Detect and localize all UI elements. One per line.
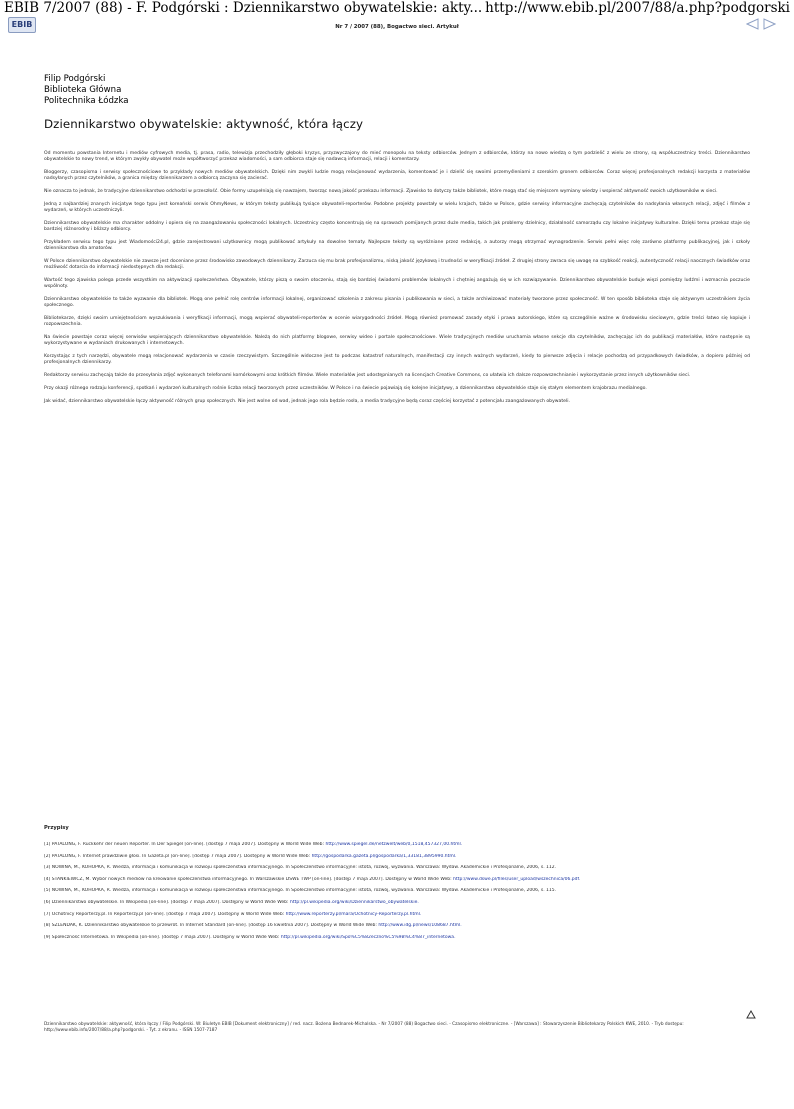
paragraph: Jak widać, dziennikarstwo obywatelskie łączy aktywność różnych grup społecznych. Nie jest wolne od wad, jednak jego rola będzie rosła, a media tradycyjne będą coraz częściej korzystać z potencjału zaangażowanych obywateli. xyxy=(44,398,571,404)
article-body xyxy=(44,151,750,411)
paragraph: Wartość tego zjawiska polega przede wszystkim na aktywizacji społeczeństwa. Obywatele, którzy piszą o swoim otoczeniu, stają się bardziej świadomi problemów lokalnych i chętniej angażują się w ich rozwiązywanie. Dziennikarstwo obywatelskie buduje więzi pomiędzy ludźmi i wzmacnia poczucie wspólnoty. xyxy=(44,277,750,289)
references-heading: Przypisy xyxy=(44,825,69,831)
page-title: EBIB 7/2007 (88) - F. Podgórski : Dziennikarstwo obywatelskie: akty... xyxy=(4,0,483,16)
author-name: Filip Podgórski xyxy=(44,74,106,84)
reference-item xyxy=(44,912,750,918)
reference-text: [6] Dziennikarstwo obywatelskie. In Wikipedia [on-line]. [dostęp 7 maja 2007]. Dostępny w World Wide Web: xyxy=(44,899,290,905)
reference-item xyxy=(44,842,750,848)
paragraph: Bloggerzy, czasopisma i serwisy społecznościowe to przykłady nowych mediów obywatelskich. Dzięki nim zwykli ludzie mogą relacjonować wydarzenia, komentować je i dzielić się swoimi przemyśleniami z szerokim gronem odbiorców. Coraz więcej profesjonalnych redakcji korzysta z materiałów nadsyłanych przez czytelników, a granica między dziennikarzem a odbiorcą zaczyna się zacierać. xyxy=(44,169,750,182)
reference-link[interactable]: http://pl.wikipedia.org/wiki/Spo%C5%82eczno%C5%9B%C4%87_internetowa. xyxy=(280,934,456,940)
browser-print-header xyxy=(0,0,794,18)
reference-link[interactable]: http://www.idg.pl/news/108687.html. xyxy=(378,923,462,929)
reference-item xyxy=(44,900,750,906)
paragraph: Korzystając z tych narzędzi, obywatele mogą relacjonować wydarzenia w czasie rzeczywistym. Szczególnie widoczne jest to podczas katastrof naturalnych, manifestacji czy innych ważnych wydarzeń, kiedy to pierwsze zdjęcia i relacje pochodzą od przypadkowych świadków, a dopiero później od profesjonalnych dziennikarzy. xyxy=(44,353,750,365)
reference-link[interactable]: http://www.dswe.pl/files/user_upload/wszechnica/06.pdf. xyxy=(453,876,581,882)
reference-link[interactable]: http://gospodarka.gazeta.pl/gospodarka/1,33181,3895990.html. xyxy=(311,853,457,859)
reference-text: [2] PATALONG, F. Internet prawdziwie głosi. In Gazeta.pl [on-line]. [dostęp 7 maja 2007]. Dostępny w World Wide Web: xyxy=(44,853,312,859)
reference-item xyxy=(44,877,750,883)
paragraph: Przy okazji różnego rodzaju konferencji, spotkań i wydarzeń kulturalnych rośnie liczba relacji tworzonych przez uczestników. W Polsce i na świecie pojawiają się kolejne inicjatywy, a dziennikarstwo obywatelskie staje się stałym elementem krajobrazu medialnego. xyxy=(44,385,647,391)
paragraph: Dziennikarstwo obywatelskie to także wyzwanie dla bibliotek. Mogą one pełnić rolę centrów informacji lokalnej, organizować szkolenia z zakresu pisania i publikowania w sieci, a także archiwizować materiały tworzone przez społeczność. W ten sposób biblioteka staje się aktywnym uczestnikiem życia społecznego. xyxy=(44,296,750,308)
reference-text: [3] NOWINA, M., KOHOPKA, R. Wiedza, informacja i komunikacja w rozwoju społeczeństwa informacyjnego. In Społeczeństwo informacyjne: istota, rozwój, wyzwania. Warszawa: Wydaw. Akademickie i Profesjonalne, 2006, s. 112. xyxy=(44,865,557,871)
reference-text: [9] Społeczność Internetowa. In Wikipedia [on-line]. [dostęp 7 maja 2007]. Dostępny w World Wide Web: xyxy=(44,934,281,940)
paragraph: Dziennikarstwo obywatelskie ma charakter oddolny i opiera się na zaangażowaniu społeczności lokalnych. Uczestnicy często koncentrują się na sprawach pomijanych przez duże media, takich jak problemy dzielnicy, działalność samorządu czy lokalne inicjatywy kulturalne. Dzięki temu przekaz staje się bardziej różnorodny i bliższy odbiorcy. xyxy=(44,220,750,232)
ebib-logo[interactable]: EBIB xyxy=(8,17,36,33)
reference-text: [4] STANKIEWICZ, M. Wybór nowych mediów na kreowanie społeczeństwa informacyjnego. In Warszawskie DSWE TWP [on-line]. [dostęp 7 maja 2007]. Dostępny w World Wide Web: xyxy=(44,876,454,882)
references-list xyxy=(44,842,750,946)
paragraph: Od momentu powstania Internetu i mediów cyfrowych media, tj. prasa, radio, telewizja przechodziły głęboki kryzys, przyzwyczajony do mieć monopolu na teksty odbiorców. Jednym z odbiorców, którzy na nowo wiedzą o tym podzielić z wielu ze strony, są współuczestnicy treści. Dziennikarstwo obywatelskie to nowy trend, w którym zwykły obywatel może współtworzyć przekaz wiadomości, a sam odbiorca staje się nadawcą informacji, relacji i komentarzy. xyxy=(44,151,750,163)
reference-text: [8] SZLENDAK, K. Dziennikarstwo obywatelskie to przewrót. In Internet Standard [on-line]. [dostęp 16 kwietnia 2007]. Dostępny w World Wide Web: xyxy=(44,923,379,929)
author-affiliation: Biblioteka Główna xyxy=(44,85,122,96)
article-title: Dziennikarstwo obywatelskie: aktywność, która łączy xyxy=(44,117,364,131)
reference-item xyxy=(44,923,750,929)
page-url: http://www.ebib.pl/2007/88/a.php?podgorski xyxy=(485,0,790,16)
nav-arrows xyxy=(746,18,776,30)
paragraph: Bibliotekarze, dzięki swoim umiejętnościom wyszukiwania i weryfikacji informacji, mogą wspierać obywateli-reporterów w ocenie wiarygodności źródeł. Mogą również promować zasady etyki i prawa autorskiego, które są szczególnie ważne w środowisku sieciowym, gdzie treści łatwo się kopiuje i rozpowszechnia. xyxy=(44,315,750,327)
reference-link[interactable]: http://www.reporterzy.pl/mara/Ochotnicy-Reporterzy.pl.html. xyxy=(285,911,422,917)
paragraph: Na świecie powstaje coraz więcej serwisów wspierających dziennikarstwo obywatelskie. Należą do nich platformy blogowe, serwisy wideo i portale społecznościowe. Wiele tradycyjnych mediów uruchamia własne sekcje dla czytelników, zachęcając ich do publikacji materiałów, które następnie są wykorzystywane w wydaniach drukowanych i internetowych. xyxy=(44,334,750,346)
issue-line: Nr 7 / 2007 (88), Bogactwo sieci. Artykuł xyxy=(335,24,459,30)
paragraph: Nie oznacza to jednak, że tradycyjne dziennikarstwo odchodzi w przeszłość. Obie formy uzupełniają się nawzajem, tworząc nową jakość przekazu informacji. Zjawisko to dotyczy także bibliotek, które mogą stać się miejscem wymiany wiedzy i wspierać aktywność swoich użytkowników w sieci. xyxy=(44,188,718,194)
paragraph: Redaktorzy serwisu zachęcają także do przesyłania zdjęć wykonanych telefonami komórkowymi oraz krótkich filmów. Wiele materiałów jest udostępnianych na licencjach Creative Commons, co ułatwia ich dalsze rozpowszechnianie i wykorzystanie przez innych użytkowników sieci. xyxy=(44,372,691,378)
author-block xyxy=(44,74,129,108)
back-to-top-icon[interactable] xyxy=(746,1004,756,1023)
reference-link[interactable]: http://www.spiegel.de/netzwelt/web/0,1518,457327,00.html. xyxy=(325,842,463,847)
reference-text: [5] NOWINA, M., KOHOPKA, R. Wiedza, informacja i komunikacja w rozwoju społeczeństwa informacyjnego. In Społeczeństwo informacyjne: istota, rozwój, wyzwania. Warszawa: Wydaw. Akademickie i Profesjonalne, 2006, s. 115. xyxy=(44,888,557,894)
prev-arrow-icon[interactable] xyxy=(747,19,758,29)
reference-text: [7] Ochotnicy Reporterzy.pl. In Reporterzy.pl [on-line]. [dostęp 7 maja 2007]. Dostępny w World Wide Web: xyxy=(44,911,286,917)
citation-footer: Dziennikarstwo obywatelskie: aktywność, która łączy / Filip Podgórski. W: Biuletyn EBIB [Dokument elektroniczny] / red. nacz. Bożena Bednarek-Michalska. - Nr 7/2007 (88) Bogactwo sieci. - Czasopismo elektroniczne. - [Warszawa] : Stowarzyszenie Bibliotekarzy Polskich KWE, 2010. - Tryb dostępu: http://www.ebib.info/2007/88/a.php?podgorski. - Tyt. z ekranu. - ISSN 1507-7187 xyxy=(44,1022,684,1033)
next-arrow-icon[interactable] xyxy=(764,19,775,29)
reference-link[interactable]: http://pl.wikipedia.org/wiki/Dziennikarstwo_obywatelskie. xyxy=(289,899,419,905)
reference-text: [1] PATALONG, F. Rückkehr der neuen Reporter. In Der Spiegel [on-line]. [dostęp 7 maja 2007]. Dostępny w World Wide Web: xyxy=(44,842,326,847)
reference-item xyxy=(44,865,750,871)
paragraph: Jedną z najbardziej znanych inicjatyw tego typu jest koreański serwis OhmyNews, w którym teksty publikują tysiące obywateli-reporterów. Podobne projekty powstały w wielu krajach, także w Polsce, gdzie serwisy informacyjne zachęcają czytelników do nadsyłania własnych relacji, zdjęć i filmów z wydarzeń, w których uczestniczyli. xyxy=(44,201,750,213)
reference-item xyxy=(44,888,750,894)
author-institution: Politechnika Łódzka xyxy=(44,96,129,107)
reference-item xyxy=(44,854,750,860)
reference-item xyxy=(44,935,750,941)
paragraph: Przykładem serwisu tego typu jest Wiadomości24.pl, gdzie zarejestrowani użytkownicy mogą publikować artykuły na dowolne tematy. Najlepsze teksty są wyróżniane przez redakcję, a autorzy mogą otrzymać wynagrodzenie. Serwis pełni więc rolę zarówno platformy publikacyjnej, jak i szkoły dziennikarstwa dla amatorów. xyxy=(44,239,750,251)
paragraph: W Polsce dziennikarstwo obywatelskie nie zawsze jest doceniane przez środowisko zawodowych dziennikarzy. Zarzuca się mu brak profesjonalizmu, niską jakość językową i trudności w weryfikacji źródeł. Z drugiej strony zwraca się uwagę na szybkość reakcji, autentyczność relacji naocznych świadków oraz możliwość dotarcia do informacji niedostępnych dla redakcji. xyxy=(44,258,750,270)
